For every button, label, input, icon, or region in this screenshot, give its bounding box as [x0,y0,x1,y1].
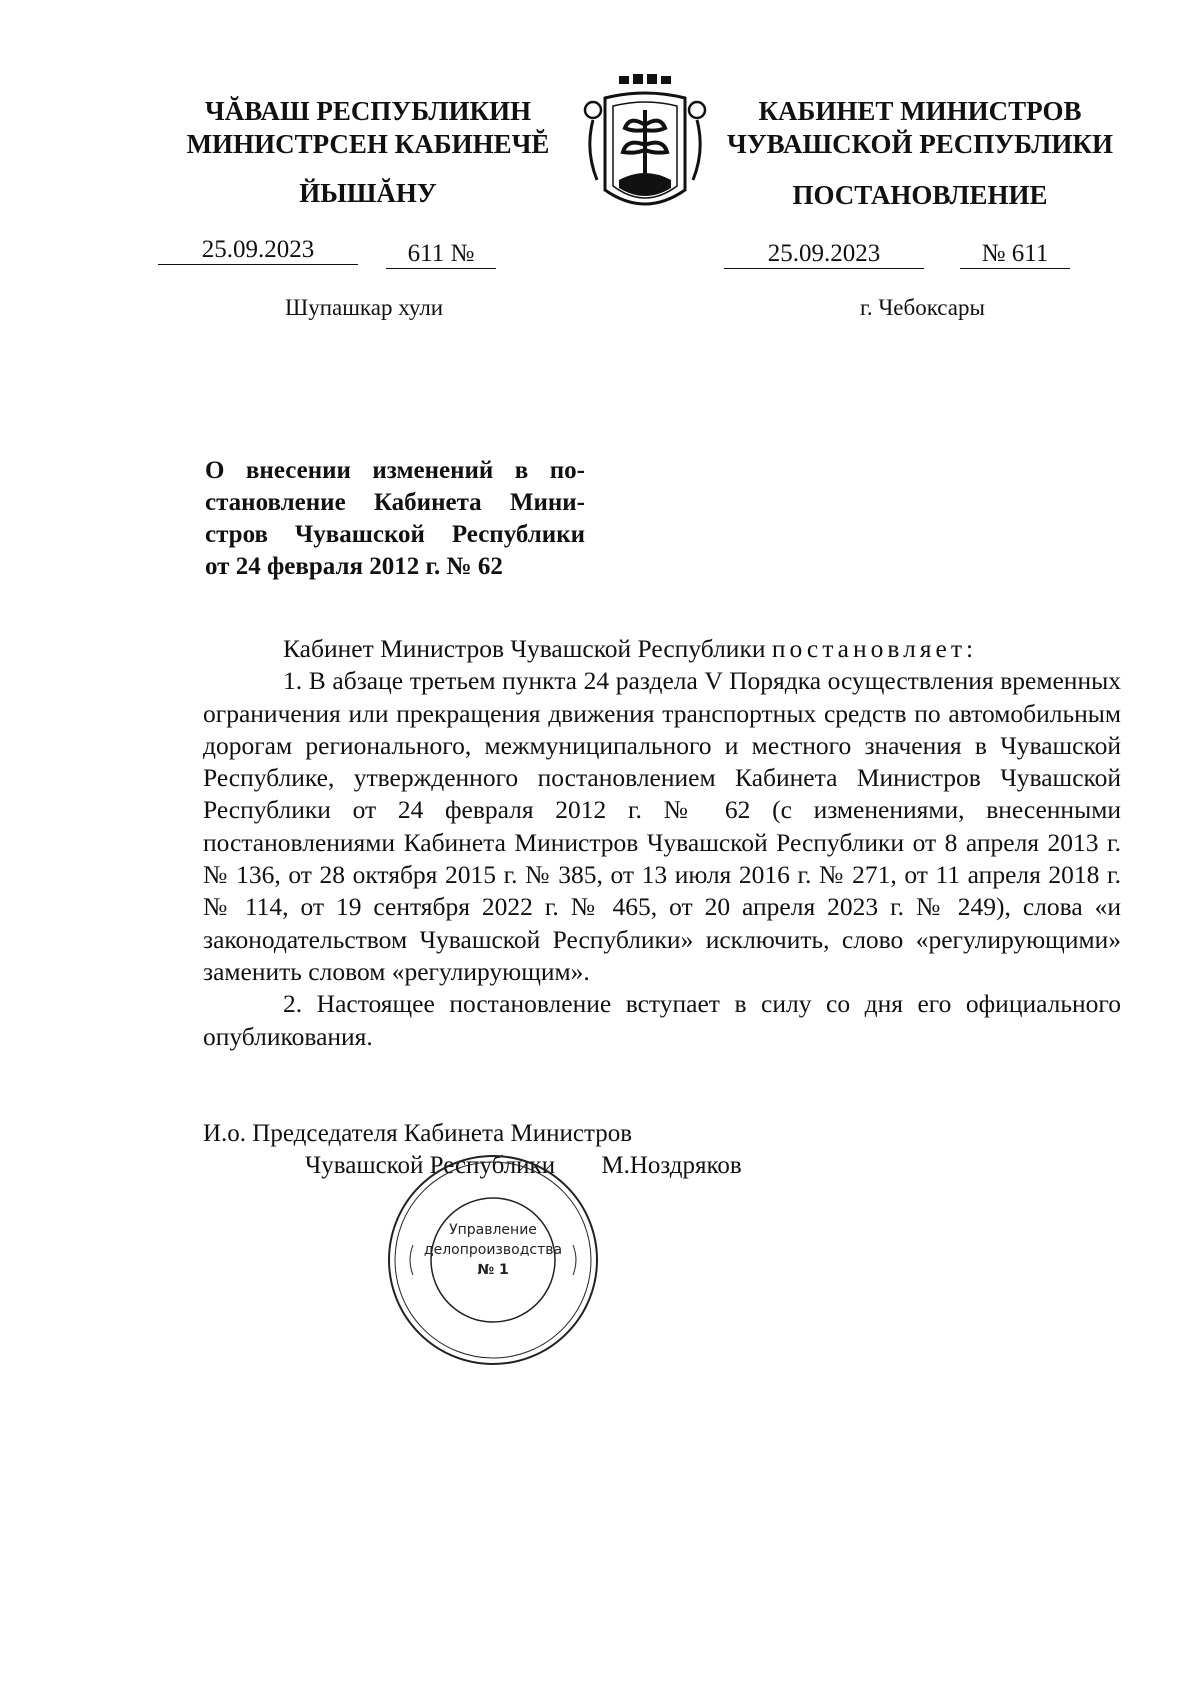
title-line3: стров Чувашской Республики [205,521,585,548]
title-line1: О внесении изменений в по- [205,457,585,484]
signature-position-line2: Чувашской Республики [305,1152,556,1179]
seal-center-line3: № 1 [477,1262,509,1278]
seal-center-line2: делопроизводства [423,1242,563,1258]
signature-position-line1: И.о. Председателя Кабинета Министров [203,1120,633,1147]
left-number: 611 № [386,240,496,269]
right-date: 25.09.2023 [724,240,924,269]
left-date: 25.09.2023 [158,236,358,265]
header-left-title [168,95,568,161]
body-intro-text: Кабинет Министров Чувашской Республики [283,634,766,663]
body-intro [203,633,1121,665]
document-body [203,633,1121,1053]
chuvash-coat-of-arms-icon [575,70,715,220]
signature-name: М.Ноздряков [601,1152,742,1179]
header-left-doc-type: ЙЫШĂНУ [299,178,437,208]
header-left-line1: ЧĂВАШ РЕСПУБЛИКИН [204,96,532,126]
left-place: Шупашкар хули [285,295,444,320]
right-number: № 611 [960,240,1070,269]
body-paragraph-2: 2. Настоящее постановление вступает в силу со дня его официального опубликования. [203,989,1121,1051]
title-line2: становление Кабинета Мини- [205,489,585,516]
header-left-line2: МИНИСТРСЕН КАБИНЕЧĔ [186,129,550,159]
body-intro-verb: постановляет: [771,634,978,663]
seal-center-line1: Управление [449,1222,537,1238]
document-title [205,455,585,583]
header-right-title [700,95,1140,161]
header-right-doc-type: ПОСТАНОВЛЕНИЕ [792,180,1048,210]
emblem [575,70,715,220]
header-right-line2: ЧУВАШСКОЙ РЕСПУБЛИКИ [727,129,1113,159]
right-place: г. Чебоксары [860,295,985,320]
body-paragraph-1: 1. В абзаце третьем пункта 24 раздела V Порядка осуществления временных ограничения или прекращения движения транспортных средств по автомобильным дорогам регионального, межмуниципального и местного значения в Чувашской Республике, утвержденного постановлением Кабинета Министров Чувашской Республики от 24 февраля 2012 г. № 62 (с изменениями, внесенными постановлениями Кабинета Министров Чувашской Республики от 8 апреля 2013 г. № 136, от 28 октября 2015 г. № 385, от 13 июля 2016 г. № 271, от 11 апреля 2018 г. № 114, от 19 сентября 2022 г. № 465, от 20 апреля 2023 г. № 249), слова «и законодательством Чувашской Республики» исключить, слово «регулирующими» заменить словом «регулирующим». [203,666,1121,986]
seal-center-text [420,1220,566,1280]
header-right-line1: КАБИНЕТ МИНИСТРОВ [758,96,1082,126]
title-line4: от 24 февраля 2012 г. № 62 [205,553,503,580]
